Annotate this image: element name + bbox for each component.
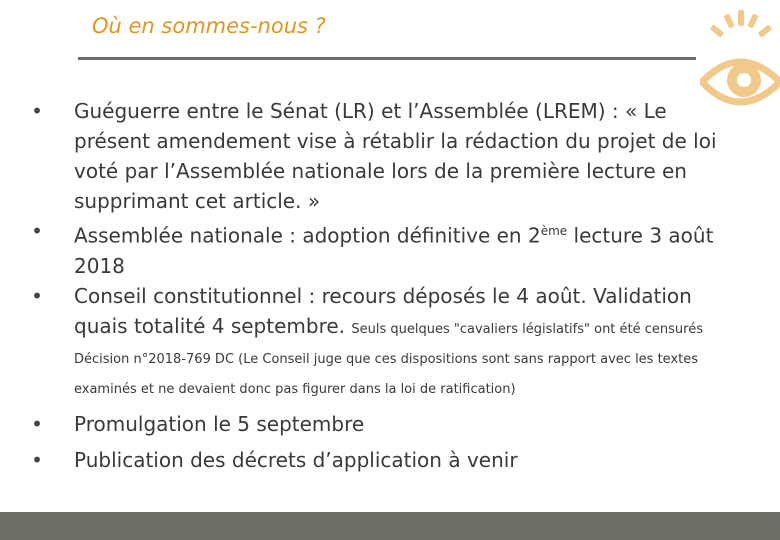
bullet-marker: • [31,447,43,472]
bullet-text-continued: lecture 3 août 2018 [74,223,714,278]
bullet-text: Publication des décrets d’application à venir [74,447,518,472]
bullet-text: Assemblée nationale : adoption définitive en 2 [74,223,541,248]
bullet-note: Seuls quelques "cavaliers législatifs" ont été censurés Décision n°2018-769 DC (Le Conseil juge que ces dispositions sont sans rapport avec les textes examinés et ne devaient donc pas figurer dans la loi de ratification) [74,321,703,397]
bullet-marker: • [31,99,43,123]
list-item [28,96,728,216]
bullet-text: Promulgation le 5 septembre [74,411,365,436]
bullet-marker: • [31,411,43,436]
page-title: Où en sommes-nous ? [92,14,326,38]
title-divider [78,57,696,60]
bullet-list [28,96,728,475]
superscript: ème [540,224,568,238]
bullet-text: Guéguerre entre le Sénat (LR) et l’Assemblée (LREM) : « Le présent amendement vise à rétablir la rédaction du projet de loi voté par l’Assemblée nationale lors de la première lecture en supprimant cet article. » [74,99,717,213]
bullet-marker: • [31,283,43,308]
list-item [28,409,728,439]
bullet-text: Conseil constitutionnel : recours déposés le 4 août. Validation quais totalité 4 septembre. [74,283,692,338]
list-item [28,281,728,401]
list-item [28,445,728,475]
bullet-marker: • [31,219,43,243]
footer-bar [0,512,780,540]
list-item [28,216,728,281]
